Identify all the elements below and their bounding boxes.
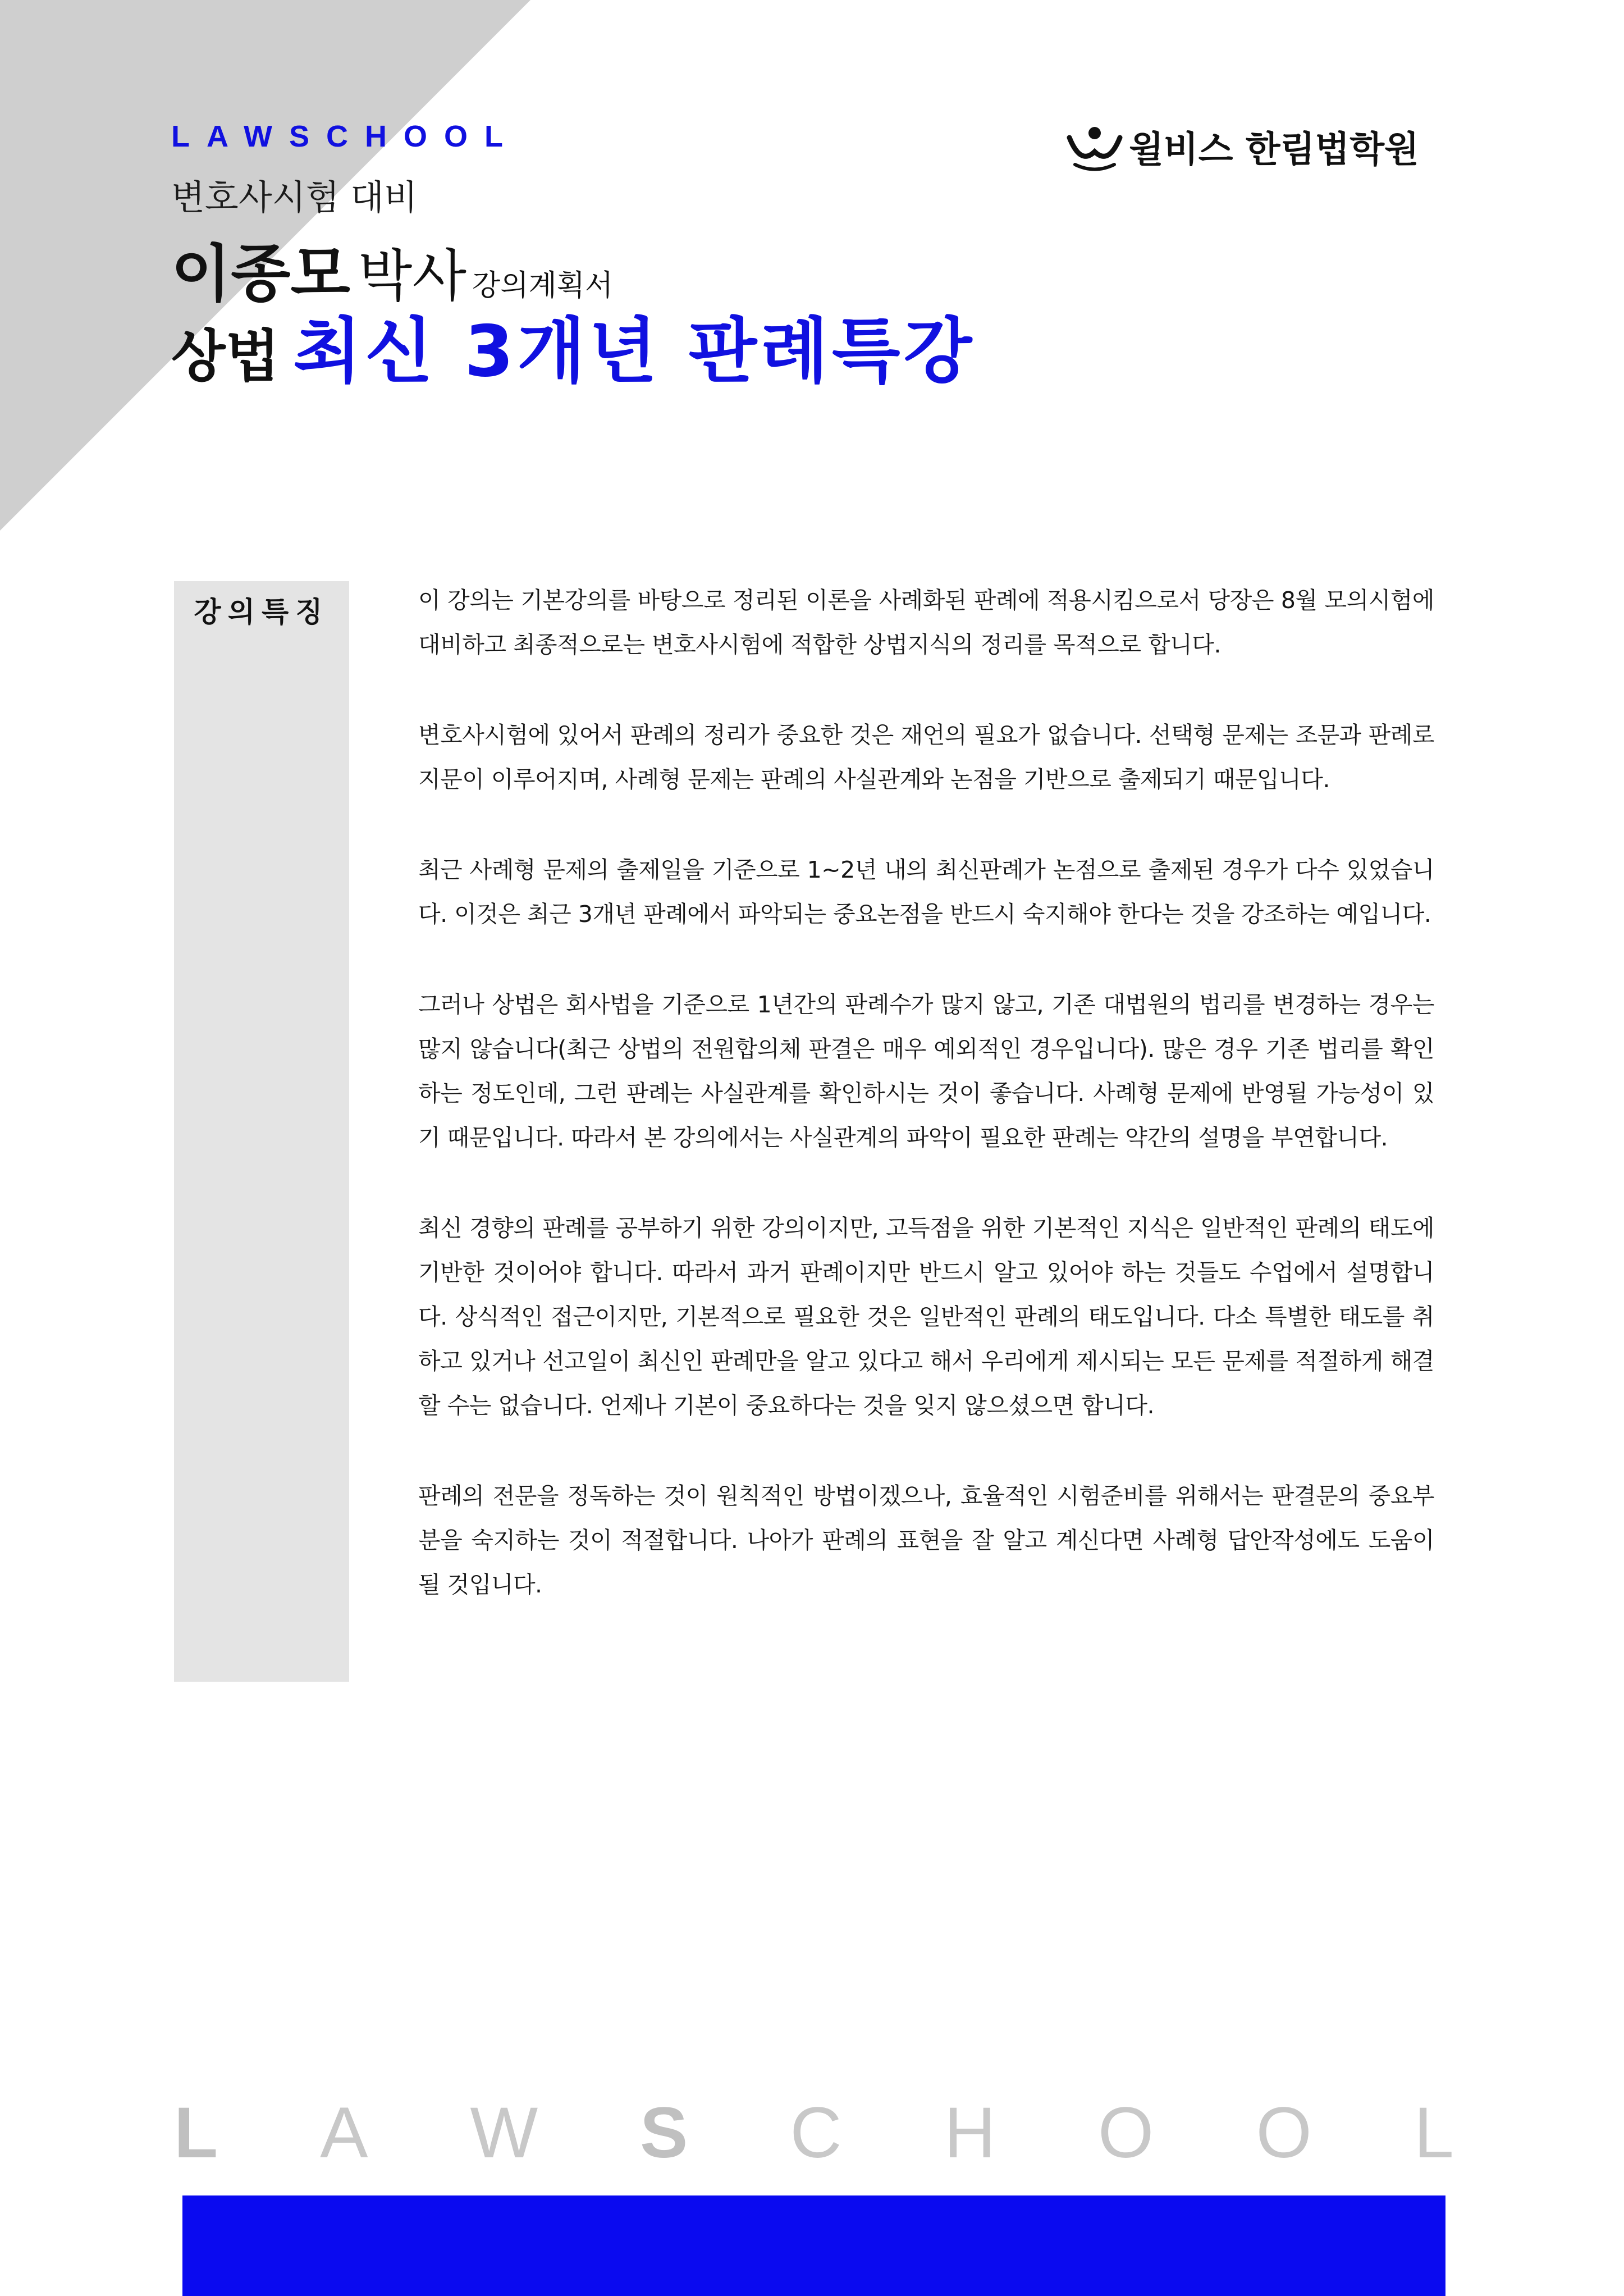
brand-wordmark-top: LAWSCHOOL — [171, 120, 520, 153]
wordmark-letter: O — [1256, 2093, 1312, 2173]
subject-name: 상법 — [171, 323, 280, 389]
lecturer-title: 박사 — [358, 243, 466, 309]
course-title: 최신 3개년 판례특강 — [293, 310, 976, 392]
wordmark-letter: L — [174, 2093, 218, 2173]
course-heading — [171, 295, 975, 396]
academy-logo — [1064, 121, 1419, 172]
exam-subtitle: 변호사시험 대비 — [171, 177, 418, 218]
section-label: 강의특징 — [194, 596, 330, 628]
brand-wordmark-bottom — [174, 2093, 1454, 2173]
paragraph: 최신 경향의 판례를 공부하기 위한 강의이지만, 고득점을 위한 기본적인 지식은 일반적인 판례의 태도에 기반한 것이어야 합니다. 따라서 과거 판례이지만 반드시 알고 있어야 하는 것들도 수업에서 설명합니다. 상식적인 접근이지만, 기본적으로 필요한 것은 일반적인 판례의 태도입니다. 다소 특별한 태도를 취하고 있거나 선고일이 최신인 판례만을 알고 있다고 해서 우리에게 제시되는 모든 문제를 적절하게 해결할 수는 없습니다. 언제나 기본이 중요하다는 것을 잊지 않으셨으면 합니다. — [418, 1215, 1434, 1419]
wordmark-letter: C — [790, 2093, 842, 2173]
wordmark-letter: S — [640, 2093, 688, 2173]
paragraph: 최근 사례형 문제의 출제일을 기준으로 1~2년 내의 최신판례가 논점으로 출제된 경우가 다수 있었습니다. 이것은 최근 3개년 판례에서 파악되는 중요논점을 반드시 숙지해야 한다는 것을 강조하는 예입니다. — [418, 856, 1434, 928]
paragraph: 그러나 상법은 회사법을 기준으로 1년간의 판례수가 많지 않고, 기존 대법원의 법리를 변경하는 경우는 많지 않습니다(최근 상법의 전원합의체 판결은 매우 예외적인 경우입니다). 많은 경우 기존 법리를 확인하는 정도인데, 그런 판례는 사실관계를 확인하시는 것이 좋습니다. 사례형 문제에 반영될 가능성이 있기 때문입니다. 따라서 본 강의에서는 사실관계의 파악이 필요한 판례는 약간의 설명을 부연합니다. — [418, 991, 1434, 1151]
paragraph: 판례의 전문을 정독하는 것이 원칙적인 방법이겠으나, 효율적인 시험준비를 위해서는 판결문의 중요부분을 숙지하는 것이 적절합니다. 나아가 판례의 표현을 잘 알고 계신다면 사례형 답안작성에도 도움이 될 것입니다. — [418, 1482, 1434, 1598]
lecturer-name: 이종모 — [171, 238, 350, 310]
document-type: 강의계획서 — [472, 269, 614, 303]
wordmark-letter: W — [470, 2093, 538, 2173]
paragraph: 이 강의는 기본강의를 바탕으로 정리된 이론을 사례화된 판례에 적용시킴으로서 당장은 8월 모의시험에 대비하고 최종적으로는 변호사시험에 적합한 상법지식의 정리를 목적으로 합니다. — [418, 587, 1434, 658]
footer-blue-bar — [182, 2195, 1445, 2296]
academy-emblem-icon — [1064, 121, 1126, 172]
section-body — [418, 578, 1434, 1653]
wordmark-letter: L — [1413, 2093, 1454, 2173]
wordmark-letter: H — [944, 2093, 996, 2173]
section-sidebar — [174, 581, 349, 1682]
academy-logo-text: 윌비스 한림법학원 — [1129, 129, 1419, 171]
paragraph: 변호사시험에 있어서 판례의 정리가 중요한 것은 재언의 필요가 없습니다. 선택형 문제는 조문과 판례로 지문이 이루어지며, 사례형 문제는 판례의 사실관계와 논점을 기반으로 출제되기 때문입니다. — [418, 722, 1434, 793]
wordmark-letter: A — [320, 2093, 368, 2173]
wordmark-letter: O — [1097, 2093, 1154, 2173]
